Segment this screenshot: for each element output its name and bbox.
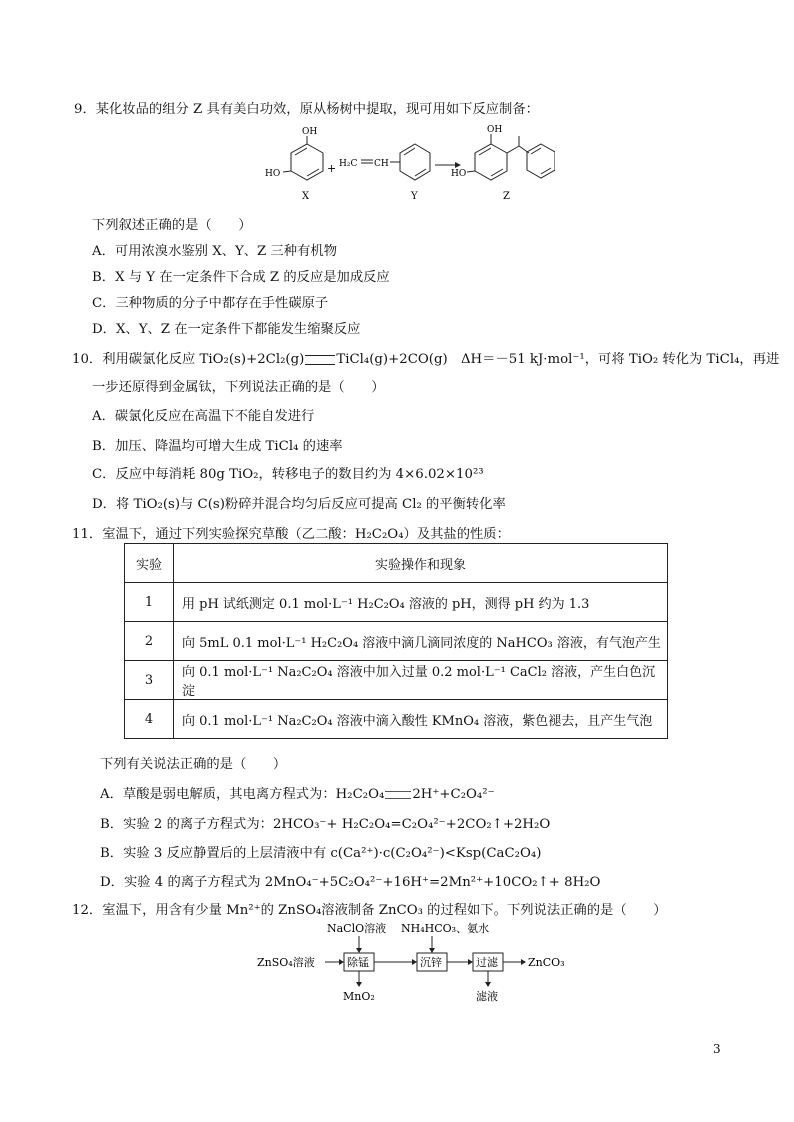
table-cell-text: 向 5mL 0.1 mol·L⁻¹ H₂C₂O₄ 溶液中滴几滴同浓度的 NaHCO₃ 溶液，有气泡产生 <box>174 622 668 661</box>
q10-option-d: D．将 TiO₂(s)与 C(s)粉碎并混合均匀后反应可提高 Cl₂ 的平衡转化率 <box>92 497 506 512</box>
q9-option-b: B．X 与 Y 在一定条件下合成 Z 的反应是加成反应 <box>92 270 390 285</box>
q9-option-c: C．三种物质的分子中都存在手性碳原子 <box>92 296 329 311</box>
flow-step2: 沉锌 <box>420 956 442 969</box>
equilibrium-arrow-icon <box>305 355 335 365</box>
y-label: Y <box>411 191 418 202</box>
q10-stem2: 一步还原得到金属钛，下列说法正确的是（ ） <box>92 380 385 395</box>
q11-stem: 11．室温下，通过下列实验探究草酸（乙二酸：H₂C₂O₄）及其盐的性质： <box>72 527 510 542</box>
table-cell-text: 向 0.1 mol·L⁻¹ Na₂C₂O₄ 溶液中加入过量 0.2 mol·L⁻¹ CaCl₂ 溶液，产生白色沉淀 <box>174 661 668 700</box>
table-header-row <box>125 544 668 583</box>
q11-option-a <box>100 783 495 802</box>
q10-option-b: B．加压、降温均可增大生成 TiCl₄ 的速率 <box>92 439 343 454</box>
page-number: 3 <box>713 1042 721 1056</box>
table-header-cell: 实验操作和现象 <box>174 544 668 583</box>
q9-prompt: 下列叙述正确的是（ ） <box>92 218 252 233</box>
q10-option-a: A．碳氯化反应在高温下不能自发进行 <box>92 409 315 424</box>
flow-step1: 除锰 <box>347 956 369 969</box>
equilibrium-arrow-icon <box>385 791 411 799</box>
flow-end: ZnCO₃ <box>528 956 565 969</box>
z-oh-label: OH <box>487 125 503 135</box>
table-cell-text: 用 pH 试纸测定 0.1 mol·L⁻¹ H₂C₂O₄ 溶液的 pH，测得 pH 约为 1.3 <box>174 583 668 622</box>
x-oh-label: OH <box>302 127 318 137</box>
q12-stem: 12．室温下，用含有少量 Mn²⁺的 ZnSO₄溶液制备 ZnCO₃ 的过程如下。下列说法正确的是（ ） <box>72 903 667 918</box>
q9-option-a: A．可用浓溴水鉴别 X、Y、Z 三种有机物 <box>92 244 337 259</box>
flow-output-mno2: MnO₂ <box>343 990 375 1003</box>
table-cell-number: 3 <box>125 661 174 700</box>
table-cell-text: 向 0.1 mol·L⁻¹ Na₂C₂O₄ 溶液中滴入酸性 KMnO₄ 溶液，紫色褪去，且产生气泡 <box>174 700 668 739</box>
q10-stem-part-a: 10．利用碳氯化反应 TiO₂(s)+2Cl₂(g) <box>72 352 305 367</box>
q9-stem: 9．某化妆品的组分 Z 具有美白功效，原从杨树中提取，现可用如下反应制备： <box>74 102 539 117</box>
q9-option-d: D．X、Y、Z 在一定条件下都能发生缩聚反应 <box>92 322 361 337</box>
x-label: X <box>302 191 310 202</box>
table-row <box>125 661 668 700</box>
q11-prompt: 下列有关说法正确的是（ ） <box>100 757 287 772</box>
table-row <box>125 622 668 661</box>
reagent-naclo: NaClO溶液 <box>327 922 387 935</box>
molecule-x <box>283 136 323 180</box>
q10-option-c: C．反应中每消耗 80g TiO₂，转移电子的数目约为 4×6.02×10²³ <box>92 467 484 482</box>
q10-stem <box>72 348 779 367</box>
q11-option-b: B．实验 2 的离子方程式为：2HCO₃⁻+ H₂C₂O₄=C₂O₄²⁻+2CO₂↑+2H₂O <box>100 817 551 832</box>
x-ho-label: HO <box>265 169 281 179</box>
experiment-table <box>124 543 668 739</box>
molecule-y <box>400 144 430 180</box>
y-h2c-label: H₂C <box>339 159 358 169</box>
flow-output-filtrate: 滤液 <box>476 990 498 1003</box>
z-ho-label: HO <box>451 169 467 179</box>
q12-flow-diagram <box>255 918 575 1006</box>
table-row <box>125 583 668 622</box>
table-cell-number: 4 <box>125 700 174 739</box>
table-header-cell: 实验 <box>125 544 174 583</box>
molecule-z <box>467 134 555 180</box>
y-ch-label: CH <box>374 159 389 169</box>
q11-option-a-part1: A．草酸是弱电解质，其电离方程式为：H₂C₂O₄ <box>100 787 385 802</box>
table-cell-number: 2 <box>125 622 174 661</box>
q11-option-a-part2: 2H⁺+C₂O₄²⁻ <box>412 787 495 802</box>
table-cell-number: 1 <box>125 583 174 622</box>
table-row <box>125 700 668 739</box>
flow-start: ZnSO₄溶液 <box>257 956 315 969</box>
z-label: Z <box>503 191 510 202</box>
flow-step3: 过滤 <box>476 956 498 969</box>
q11-option-b2: B．实验 3 反应静置后的上层清液中有 c(Ca²⁺)·c(C₂O₄²⁻)<Ksp(CaC₂O₄) <box>100 846 542 861</box>
q9-reaction-scheme <box>255 122 555 206</box>
q11-option-d: D．实验 4 的离子方程式为 2MnO₄⁻+5C₂O₄²⁻+16H⁺=2Mn²⁺+10CO₂↑+ 8H₂O <box>100 875 601 890</box>
reagent-nh4hco3: NH₄HCO₃、氨水 <box>401 922 490 935</box>
q10-stem-part-b: TiCl₄(g)+2CO(g) ΔH＝－51 kJ·mol⁻¹，可将 TiO₂ 转化为 TiCl₄，再进 <box>336 352 780 367</box>
plus-sign: + <box>327 162 337 175</box>
